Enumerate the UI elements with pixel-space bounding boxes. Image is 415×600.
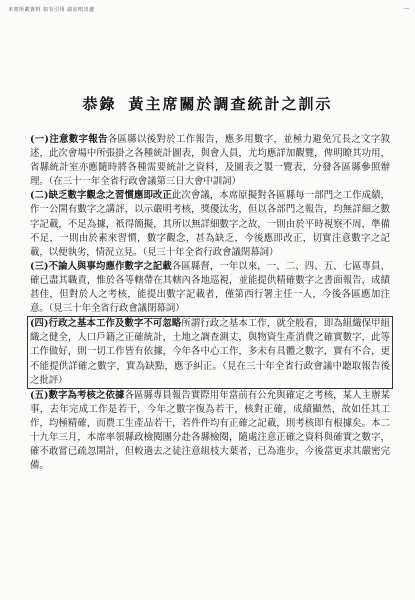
paragraph-heading: (一)注意數字報告 bbox=[30, 134, 108, 145]
paragraph-text: 各區縣專員報告實際用年當前有公允與確定之考核，某人主辦某事，去年完成工作是若干，今年之數字復為若干，核對正確，成績顯然，故如任其工作，均極精確，而農工生產品若干，若件件均有正確之記載，則考核即有根據矣。本二十九年三月，本席率領縣政檢閱團分赴各縣檢閱，隨處注意正確之資料與確實之數字，確不敢嘗已疏忽開計，但較過去之徒注意組枝大葉者，已為進步，今後當更求其嚴密完備。 bbox=[30, 389, 390, 472]
paragraph-text: 此次會議，本席原擬對各區縣每一部門之工作成績，作一公開有數字之講評，以示嚴明考核，獎優汰劣，但以各部門之報告，均無詳細之數字記載，不足為據，祇得簡擬，其所以無詳細數字之故，一則由於平時視察不周，準備不足，一則由於素來習慣，數字觀念，甚為缺乏，今後應即改正，切實注意數字之記載，以便執劣，情況立見。（見三十年全省行政會議閉幕詞） bbox=[30, 190, 390, 258]
paragraph-text: 所謂行政之基本工作，就全般看，即為組織保甲組織之健全，人口戶籍之正確統計，土地之調查測丈，與物資生產消費之確實數字，此等工作做好，則一切工作皆有依據，今年各中心工作，多未有具體之數字，實有不合，更不能提供詳確之數字，實為缺點，應予糾正。（見在三十年全省行政會議中聽取報告後之批評） bbox=[30, 318, 390, 386]
paragraph-2 bbox=[30, 189, 390, 259]
document-body bbox=[30, 133, 390, 473]
paragraph-3 bbox=[30, 260, 390, 316]
paragraph-1 bbox=[30, 133, 390, 189]
paragraph-text: 各區縣以後對於工作報告，應多用數字，並極力避免冗長之文字敘述，此次會場中所張掛之各種統計圖表，與會人員，尤均應詳加觀覽，俾明瞭其功用，省縣統計室亦應隨時將各種需要統計之資料，及圖表之製一覽表，分發各區縣參照辦理。（在三十一年全省行政會議第三日大會中訓詞） bbox=[30, 134, 390, 188]
paragraph-heading: (五)數字為考核之依據 bbox=[30, 389, 125, 401]
paragraph-text: 各區縣督，一年以來，一、二、四、五、七區專員，確已盡其職責，惟於各等轄帶在其轄內各地巡視，並能提供精確數字之書面報告，成績甚佳，但對於人之考核，能提出數字記載者，僅第西行署主任一人，今後各區應加注意。（見三十年全省行政會議閉幕詞） bbox=[30, 260, 390, 315]
paragraph-5 bbox=[30, 389, 390, 474]
header-note: 本書所載資料 如有引用 請註明出處 bbox=[8, 7, 95, 13]
title-prefix: 恭錄 bbox=[82, 95, 117, 113]
paragraph-heading: (二)缺乏數字觀念之習慣應即改正 bbox=[30, 190, 172, 202]
paragraph-heading: (三)不論人與事均應作數字之記載 bbox=[30, 260, 172, 272]
page-title bbox=[0, 93, 415, 114]
page-corner-mark: 一 bbox=[402, 6, 409, 13]
paragraph-4 bbox=[27, 316, 393, 388]
title-main: 黃主席關於調查統計之訓示 bbox=[128, 95, 333, 113]
paragraph-heading: (四)行政之基本工作及數字不可忽略 bbox=[30, 318, 182, 330]
